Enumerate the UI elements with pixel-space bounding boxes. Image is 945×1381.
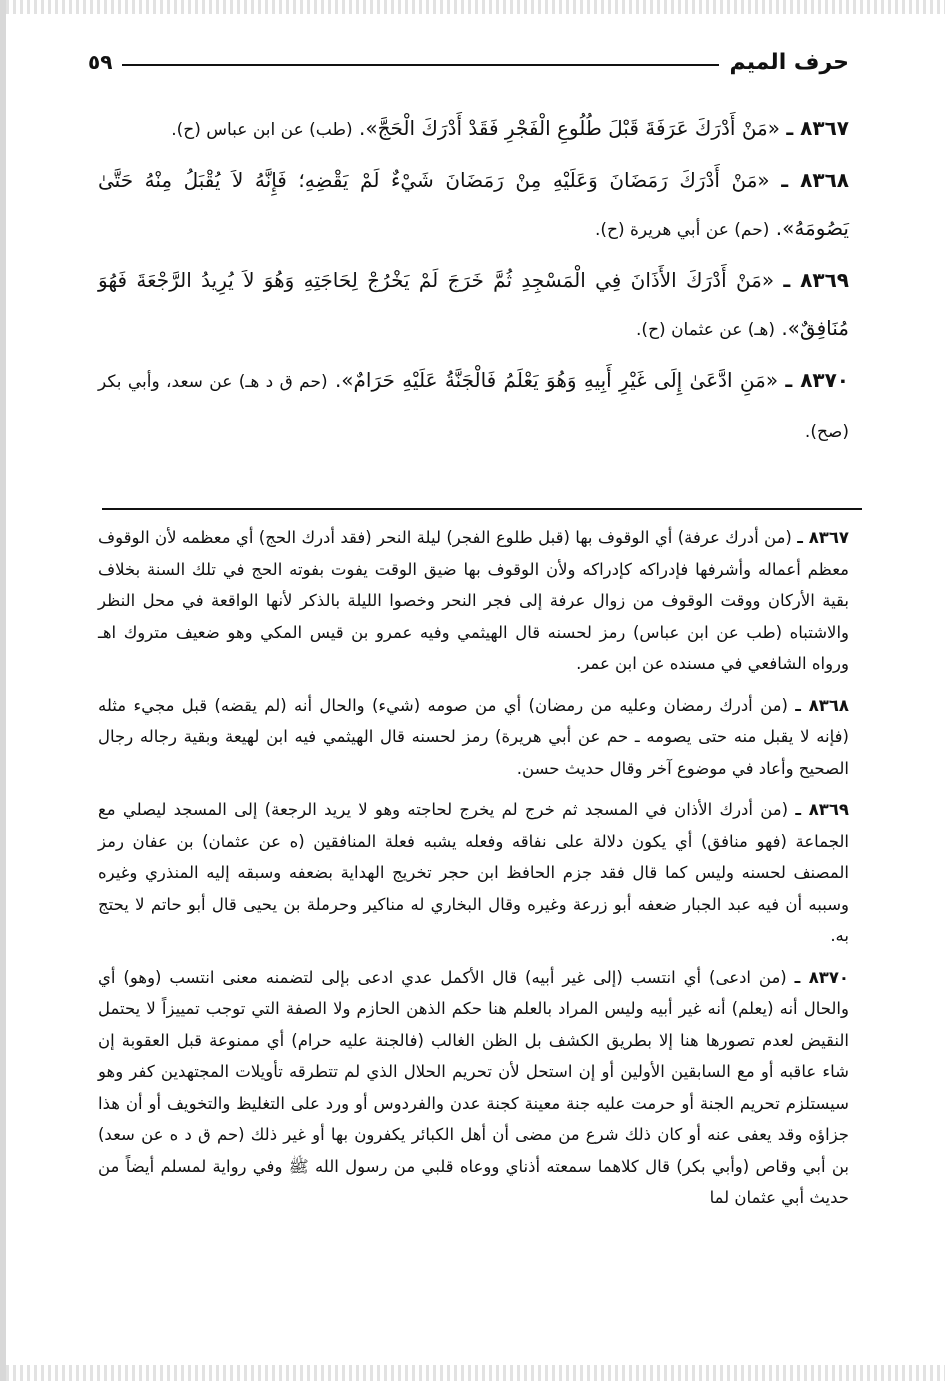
commentary-number: ٨٣٧٠ ـ (794, 967, 849, 987)
scan-edge-bottom (6, 1365, 945, 1381)
commentary-text: (من أدرك رمضان وعليه من رمضان) أي من صومه (شيء) والحال أنه (لم يقضه) قبل مجيء مثله (فإنه لا يقبل منه حتى يصومه ـ حم عن أبي هريرة) رمز لحسنه قال الهيثمي فيه ابن لهيعة وبقية رجاله رجال الصحيح وأعاد في موضوع آخر وقال حديث حسن. (98, 695, 849, 778)
hadith-number: ٨٣٦٨ ـ (781, 168, 849, 192)
commentary-item (98, 690, 849, 785)
commentary-section (98, 522, 849, 1224)
commentary-number: ٨٣٦٩ ـ (795, 800, 849, 819)
commentary-number: ٨٣٦٧ ـ (797, 528, 849, 547)
hadith-section (98, 104, 849, 458)
hadith-text: «مَنْ أَدْرَكَ عَرَفَةَ قَبْلَ طُلُوعِ الْفَجْرِ فَقَدْ أَدْرَكَ الْحَجَّ». (359, 116, 780, 140)
hadith-source: (حم ق د هـ) عن سعد، وأبي بكر (صح). (98, 372, 849, 442)
commentary-number: ٨٣٦٨ ـ (795, 695, 850, 715)
hadith-text: «مَنْ أَدْرَكَ الأَذَانَ فِي الْمَسْجِدِ ثُمَّ خَرَجَ لَمْ يَخْرُجْ لِحَاجَتِهِ وَهُوَ لاَ يُرِيدُ الرَّجْعَةَ فَهُوَ مُنَافِقٌ». (98, 268, 849, 340)
commentary-item (98, 962, 849, 1214)
hadith-item (98, 156, 849, 254)
commentary-item (98, 794, 849, 952)
hadith-source: (هـ) عن عثمان (ح). (636, 320, 775, 340)
hadith-source: (طب) عن ابن عباس (ح). (171, 120, 353, 140)
scan-edge-top (6, 0, 945, 14)
hadith-item (98, 104, 849, 154)
commentary-text: (من أدرك الأذان في المسجد ثم خرج لم يخرج لحاجته وهو لا يريد الرجعة) إلى المسجد ليصلي مع الجماعة (فهو منافق) أي يكون دلالة على نفاقه وفعله يشبه فعلة المنافقين (ه عن عثمان) بن عفان رمز المصنف لحسنه وليس كما قال فقد جزم الحافظ ابن حجر تخريج الهداية بضعفه وسبقه إليه المنذري وغيره وسببه أن فيه عبد الجبار ضعفه أبو زرعة وغيره وقال البخاري له مناكير وحرملة بن يحيى قال أبو حاتم لا يحتج به. (98, 800, 849, 945)
hadith-text: «مَنِ ادَّعَىٰ إِلَى غَيْرِ أَبِيهِ وَهُوَ يَعْلَمُ فَالْجَنَّةُ عَلَيْهِ حَرَامٌ». (334, 368, 779, 392)
page-header (88, 44, 849, 80)
hadith-text: «مَنْ أَدْرَكَ رَمَضَانَ وَعَلَيْهِ مِنْ رَمَضَانَ شَيْءٌ لَمْ يَقْضِهِ؛ فَإِنَّهُ لاَ يُقْبَلُ مِنْهُ حَتَّىٰ يَصُومَهُ». (98, 168, 849, 240)
hadith-item (98, 256, 849, 354)
page-number: ٥٩ (88, 50, 113, 74)
footnote-separator (102, 508, 862, 510)
commentary-text: (من أدرك عرفة) أي الوقوف بها (قبل طلوع الفجر) ليلة النحر (فقد أدرك الحج) أي معظمه لأن الوقوف معظم أعماله وأشرفها فإدراكه كإدراكه ولأن الوقوف بها ضيق الوقت يفوت بفوته الحج في تلك السنة بخلاف بقية الأركان ووقت الوقوف من زوال عرفة إلى فجر النحر وخصوا الليلة بالذكر لأنها الواقعة في محل النظر والاشتباه (طب عن ابن عباس) رمز لحسنه قال الهيثمي وفيه عمرو بن قيس المكي وهو ضعيف متروك اهـ ورواه الشافعي في مسنده عن ابن عمر. (98, 528, 849, 673)
commentary-item (98, 522, 849, 680)
hadith-number: ٨٣٧٠ ـ (785, 368, 850, 392)
header-rule (122, 64, 719, 66)
hadith-number: ٨٣٦٩ ـ (783, 268, 849, 292)
chapter-title: حرف الميم (729, 49, 849, 75)
hadith-item (98, 356, 849, 456)
hadith-number: ٨٣٦٧ ـ (786, 116, 849, 140)
commentary-text: (من ادعى) أي انتسب (إلى غير أبيه) قال الأكمل عدي ادعى بإلى لتضمنه معنى انتسب (وهو) أي والحال أنه (يعلم) أنه غير أبيه وليس المراد بالعلم هنا حكم الذهن الحازم ولا الصفة التي توجب تمييزاً لا يحتمل النقيض لعدم تصورها هنا إلا بطريق الكشف بل الظن الغالب (فالجنة عليه حرام) أي ممنوعة قبل العقوبة إن شاء عاقبه أو مع السابقين الأولين أو إن استحل لأن تحريم الحلال الذي لم تتطرقه تأويلات المجتهدين كفر وهو سيستلزم تحريم الجنة أو حرمت عليه جنة معينة كجنة عدن والفردوس أو ورد على التغليظ والتخويف أو أن هذا جزاؤه وقد يعفى عنه أو كان ذلك شرع من مضى أن أهل الكبائر يكفرون بها أو غير ذلك (حم ق د ه عن سعد) بن أبي وقاص (وأبي بكر) قال كلاهما سمعته أذناي ووعاه قلبي من رسول الله ﷺ وفي رواية لمسلم أيضاً من حديث أبي عثمان لما (98, 967, 849, 1207)
hadith-source: (حم) عن أبي هريرة (ح). (594, 220, 770, 240)
